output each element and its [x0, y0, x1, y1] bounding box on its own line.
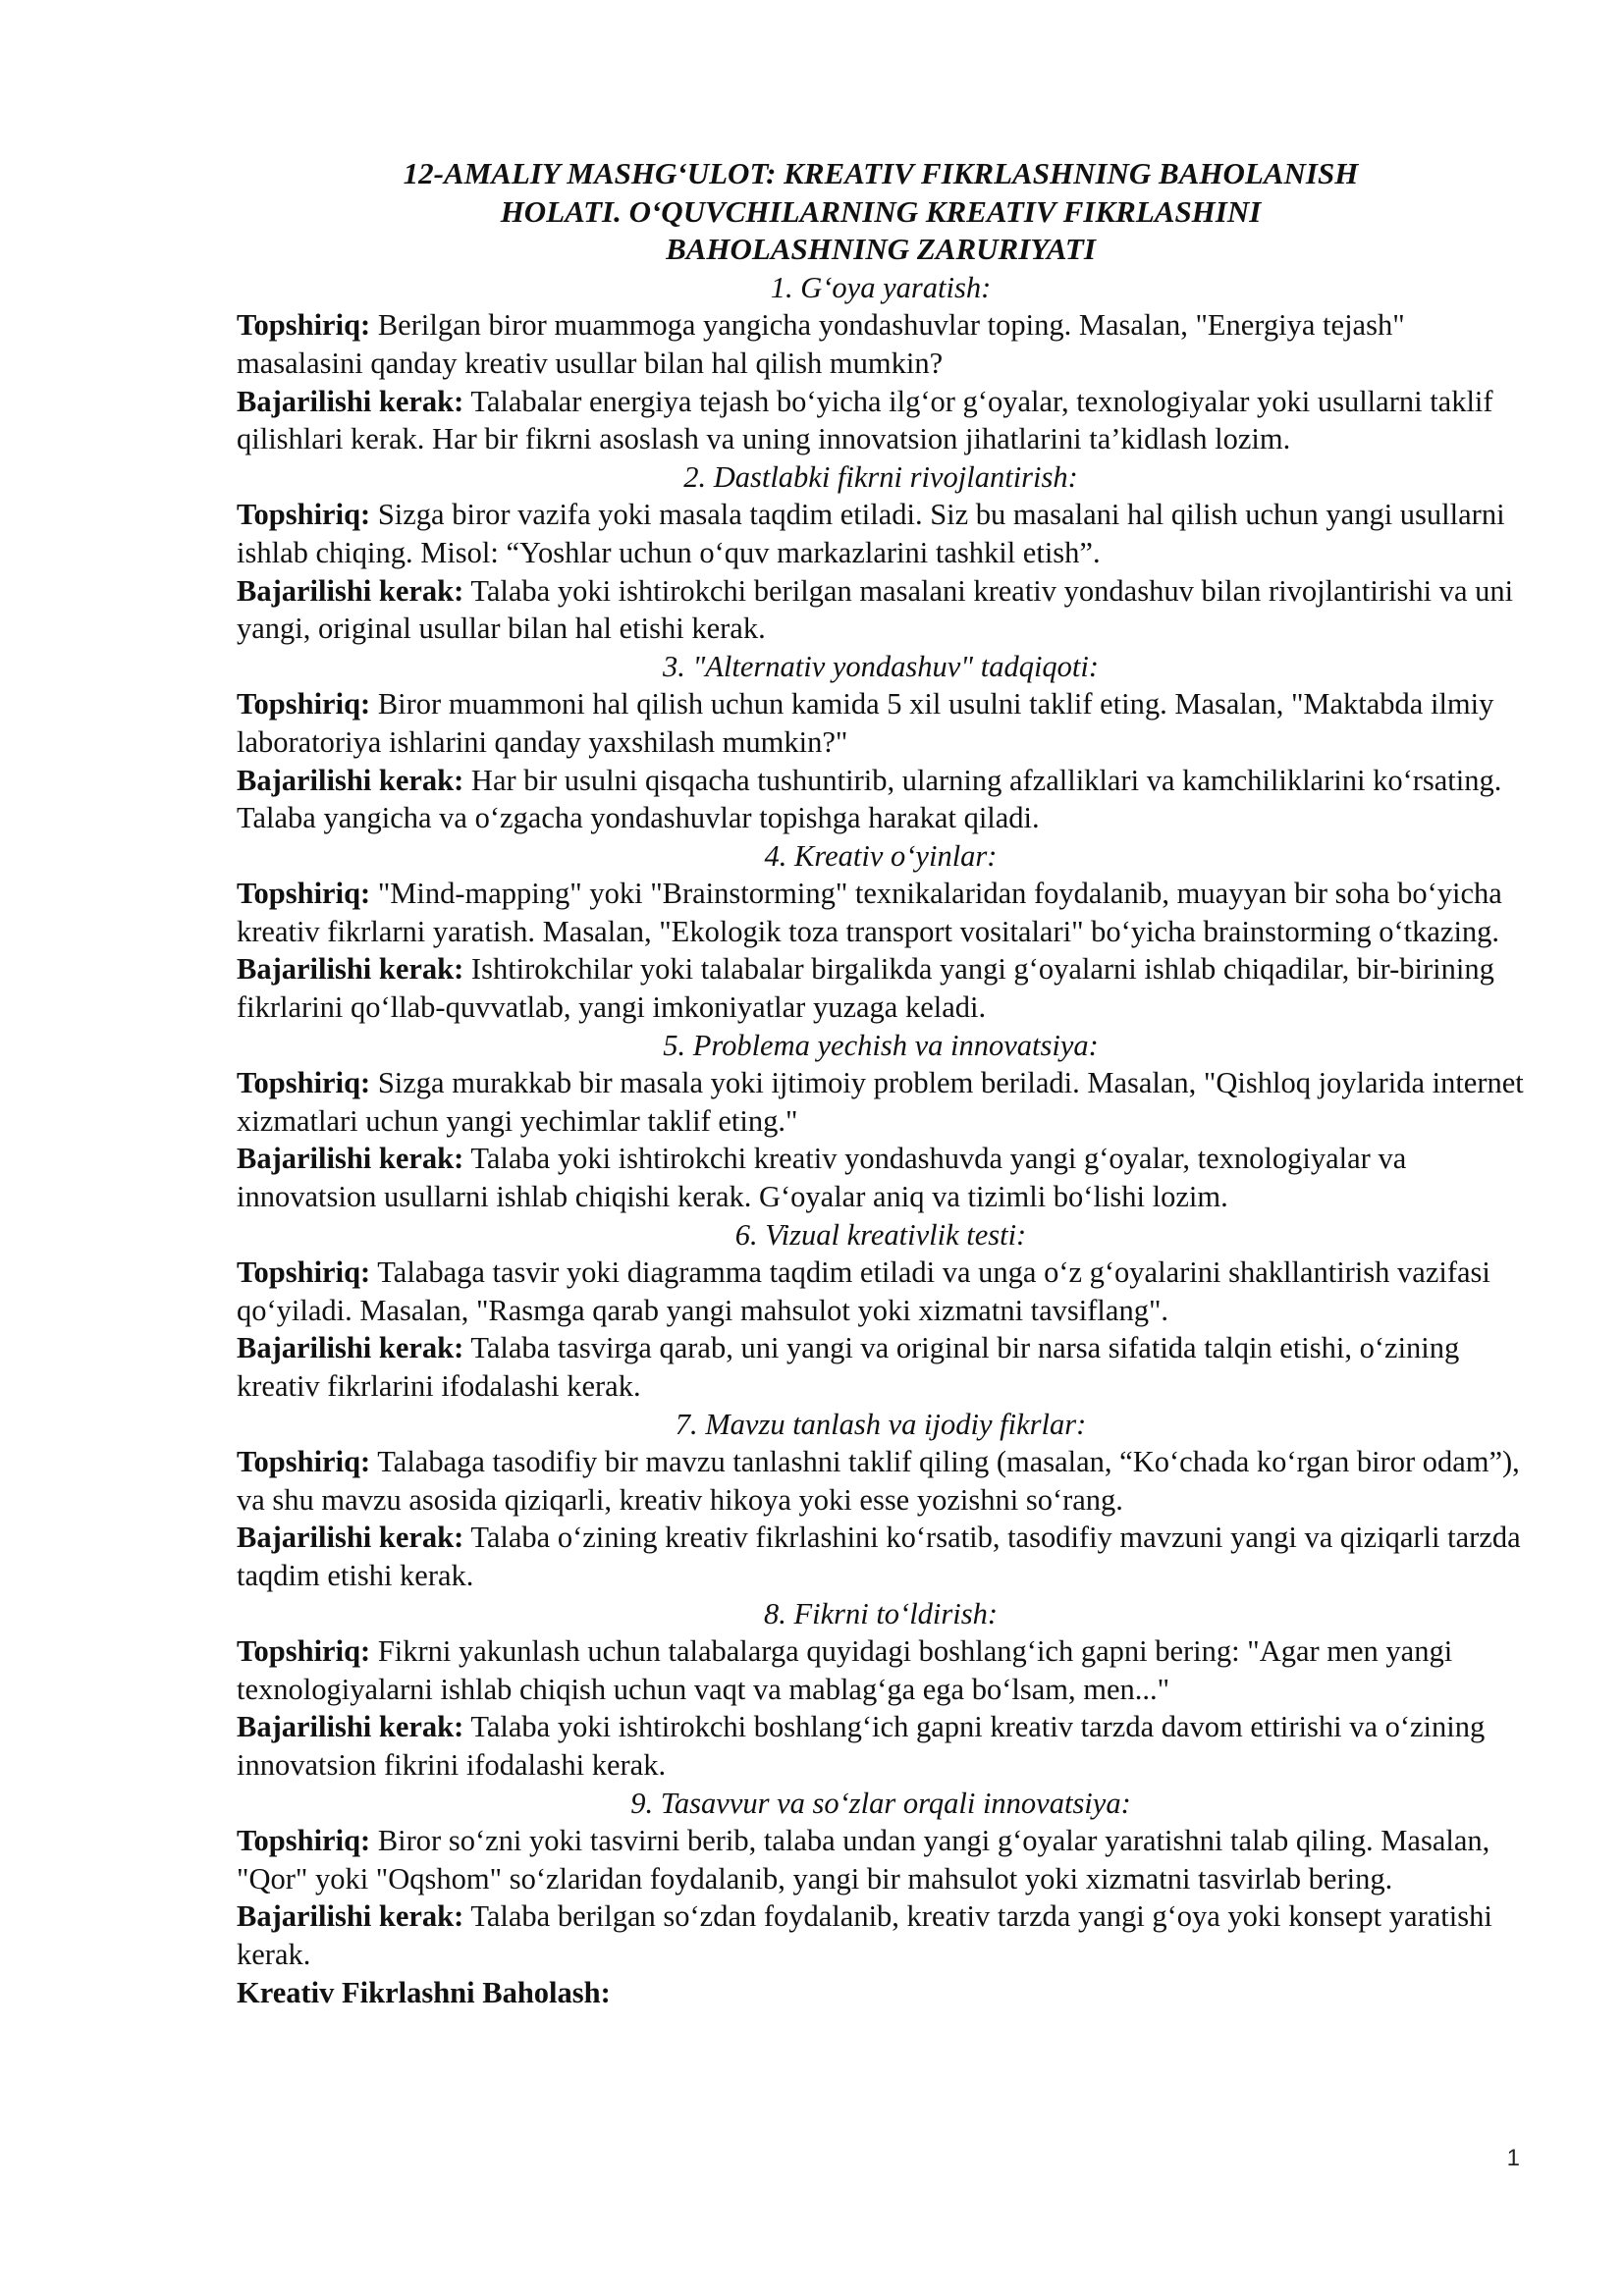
- task-label: Topshiriq:: [237, 1634, 371, 1669]
- todo-paragraph: [237, 1140, 1525, 1215]
- todo-paragraph: [237, 762, 1525, 837]
- task-paragraph: [237, 685, 1525, 761]
- todo-text: Talaba yoki ishtirokchi kreativ yondashuvda yangi g‘oyalar, texnologiyalar va innovatsion usullarni ishlab chiqishi kerak. G‘oyalar aniq va tizimli bo‘lishi lozim.: [237, 1142, 1407, 1214]
- task-paragraph: [237, 1822, 1525, 1897]
- task-section: [237, 1406, 1525, 1595]
- title-line: 12-AMALIY MASHG‘ULOT: KREATIV FIKRLASHNING BAHOLANISH: [403, 156, 1359, 190]
- section-heading: 9. Tasavvur va so‘zlar orqali innovatsiya:: [630, 1786, 1131, 1820]
- task-text: Fikrni yakunlash uchun talabalarga quyidagi boshlang‘ich gapni bering: "Agar men yangi texnologiyalarni ishlab chiqish uchun vaqt va mablag‘ga ega bo‘lsam, men...": [237, 1634, 1453, 1706]
- todo-label: Bajarilishi kerak:: [237, 573, 464, 608]
- todo-label: Bajarilishi kerak:: [237, 952, 464, 987]
- todo-text: Ishtirokchilar yoki talabalar birgalikda yangi g‘oyalarni ishlab chiqadilar, bir-birining fikrlarini qo‘llab-quvvatlab, yangi imkoniyatlar yuzaga keladi.: [237, 952, 1494, 1025]
- task-label: Topshiriq:: [237, 308, 371, 343]
- document-page: [237, 155, 1525, 2011]
- task-text: Sizga murakkab bir masala yoki ijtimoiy problem beriladi. Masalan, "Qishloq joylarida internet xizmatlari uchun yangi yechimlar taklif eting.": [237, 1066, 1524, 1138]
- task-text: Talabaga tasodifiy bir mavzu tanlashni taklif qiling (masalan, “Ko‘chada ko‘rgan biror odam”), va shu mavzu asosida qiziqarli, kreativ hikoya yoki esse yozishni so‘rang.: [237, 1445, 1520, 1517]
- todo-label: Bajarilishi kerak:: [237, 1331, 464, 1365]
- todo-label: Bajarilishi kerak:: [237, 1710, 464, 1744]
- task-section: [237, 837, 1525, 1027]
- todo-paragraph: [237, 1519, 1525, 1594]
- page-number: 1: [1506, 2145, 1520, 2171]
- task-paragraph: [237, 1632, 1525, 1708]
- todo-paragraph: [237, 1329, 1525, 1405]
- task-label: Topshiriq:: [237, 498, 371, 532]
- todo-text: Talaba berilgan so‘zdan foydalanib, kreativ tarzda yangi g‘oya yoki konsept yaratishi kerak.: [237, 1899, 1492, 1971]
- todo-paragraph: [237, 572, 1525, 648]
- task-paragraph: [237, 1254, 1525, 1329]
- todo-text: Talaba tasvirga qarab, uni yangi va original bir narsa sifatida talqin etishi, o‘zining kreativ fikrlarini ifodalashi kerak.: [237, 1331, 1460, 1403]
- todo-text: Talaba yoki ishtirokchi boshlang‘ich gapni kreativ tarzda davom ettirishi va o‘zining innovatsion fikrini ifodalashi kerak.: [237, 1710, 1486, 1782]
- task-label: Topshiriq:: [237, 1445, 371, 1479]
- section-heading: 4. Kreativ o‘yinlar:: [764, 838, 998, 873]
- task-section: [237, 1216, 1525, 1406]
- section-heading: 8. Fikrni to‘ldirish:: [763, 1596, 999, 1630]
- task-text: Berilgan biror muammoga yangicha yondashuvlar toping. Masalan, "Energiya tejash" masalasini qanday kreativ usullar bilan hal qilish mumkin?: [237, 308, 1405, 380]
- todo-text: Talaba yoki ishtirokchi berilgan masalani kreativ yondashuv bilan rivojlantirishi va uni yangi, original usullar bilan hal etishi kerak.: [237, 573, 1514, 646]
- task-section: [237, 1027, 1525, 1216]
- task-text: Talabaga tasvir yoki diagramma taqdim etiladi va unga o‘z g‘oyalarini shakllantirish vazifasi qo‘yiladi. Masalan, "Rasmga qarab yangi mahsulot yoki xizmatni tavsiflang".: [237, 1255, 1490, 1327]
- task-section: [237, 458, 1525, 648]
- todo-label: Bajarilishi kerak:: [237, 1521, 464, 1555]
- task-label: Topshiriq:: [237, 1255, 371, 1290]
- todo-label: Bajarilishi kerak:: [237, 1142, 464, 1176]
- todo-text: Talabalar energiya tejash bo‘yicha ilg‘or g‘oyalar, texnologiyalar yoki usullarni taklif qilishlari kerak. Har bir fikrni asoslash va uning innovatsion jihatlarini ta’kidlash lozim.: [237, 384, 1493, 456]
- task-label: Topshiriq:: [237, 877, 371, 911]
- todo-label: Bajarilishi kerak:: [237, 384, 464, 418]
- todo-paragraph: [237, 1708, 1525, 1784]
- document-title: [237, 155, 1525, 269]
- task-label: Topshiriq:: [237, 1066, 371, 1100]
- todo-text: Talaba o‘zining kreativ fikrlashini ko‘rsatib, tasodifiy mavzuni yangi va qiziqarli tarzda taqdim etishi kerak.: [237, 1521, 1521, 1592]
- section-heading: 7. Mavzu tanlash va ijodiy fikrlar:: [675, 1407, 1087, 1441]
- todo-label: Bajarilishi kerak:: [237, 763, 464, 797]
- todo-paragraph: [237, 950, 1525, 1026]
- task-label: Topshiriq:: [237, 1824, 371, 1858]
- title-line: HOLATI. O‘QUVCHILARNING KREATIV FIKRLASHINI: [500, 193, 1262, 229]
- section-heading: 6. Vizual kreativlik testi:: [734, 1217, 1027, 1252]
- task-label: Topshiriq:: [237, 687, 371, 721]
- task-paragraph: [237, 1064, 1525, 1140]
- todo-paragraph: [237, 1897, 1525, 1973]
- section-heading: 5. Problema yechish va innovatsiya:: [663, 1028, 1099, 1062]
- task-text: "Mind-mapping" yoki "Brainstorming" texnikalaridan foydalanib, muayyan bir soha bo‘yicha kreativ fikrlarni yaratish. Masalan, "Ekologik toza transport vositalari" bo‘yicha brainstorming o‘tkazing.: [237, 877, 1502, 948]
- task-text: Biror muammoni hal qilish uchun kamida 5 xil usulni taklif eting. Masalan, "Maktabda ilmiy laboratoriya ishlarini qanday yaxshilash mumkin?": [237, 687, 1494, 759]
- todo-label: Bajarilishi kerak:: [237, 1899, 464, 1934]
- final-heading: Kreativ Fikrlashni Baholash:: [237, 1975, 611, 2009]
- todo-text: Har bir usulni qisqacha tushuntirib, ularning afzalliklari va kamchiliklarini ko‘rsating. Talaba yangicha va o‘zgacha yondashuvlar topishga harakat qiladi.: [237, 763, 1502, 835]
- task-section: [237, 1595, 1525, 1785]
- task-text: Sizga biror vazifa yoki masala taqdim etiladi. Siz bu masalani hal qilish uchun yangi usullarni ishlab chiqing. Misol: “Yoshlar uchun o‘quv markazlarini tashkil etish”.: [237, 498, 1505, 569]
- task-paragraph: [237, 496, 1525, 571]
- section-heading: 3. "Alternativ yondashuv" tadqiqoti:: [662, 649, 1100, 683]
- task-text: Biror so‘zni yoki tasvirni berib, talaba undan yangi g‘oyalar yaratishni talab qiling. Masalan, "Qor" yoki "Oqshom" so‘zlaridan foydalanib, yangi bir mahsulot yoki xizmatni tasvirlab bering.: [237, 1824, 1490, 1896]
- task-section: [237, 648, 1525, 837]
- todo-paragraph: [237, 383, 1525, 458]
- section-heading: 2. Dastlabki fikrni rivojlantirish:: [683, 459, 1078, 494]
- sections-container: [237, 269, 1525, 1974]
- task-paragraph: [237, 1443, 1525, 1519]
- section-heading: 1. G‘oya yaratish:: [770, 270, 992, 304]
- task-paragraph: [237, 306, 1525, 382]
- task-section: [237, 1785, 1525, 1974]
- task-section: [237, 269, 1525, 458]
- title-line: BAHOLASHNING ZARURIYATI: [666, 232, 1096, 267]
- task-paragraph: [237, 875, 1525, 950]
